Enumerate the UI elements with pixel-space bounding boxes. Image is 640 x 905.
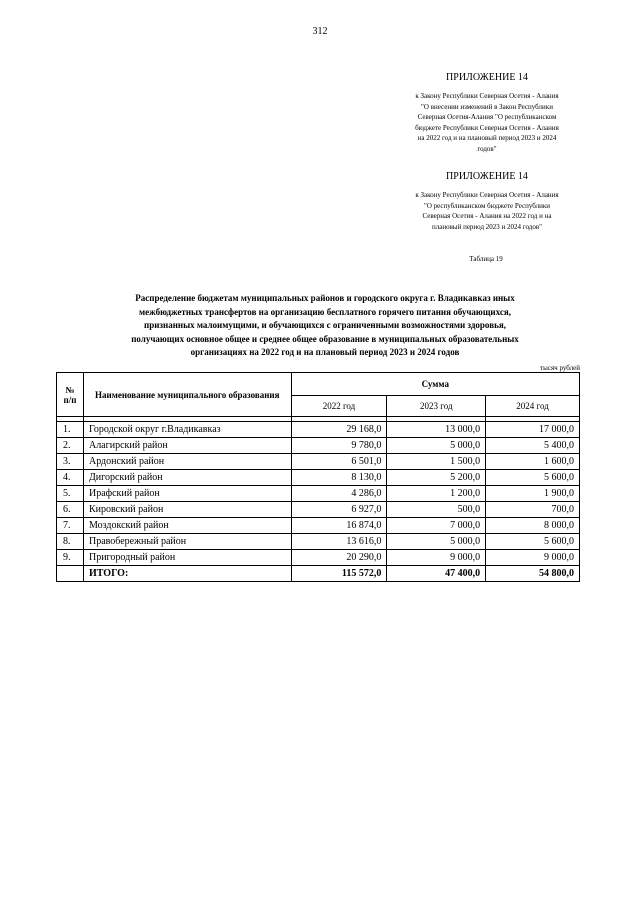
table-label: Таблица 19 — [469, 255, 503, 263]
header-sum: Сумма — [291, 373, 579, 396]
row-number: 1. — [57, 422, 84, 438]
annex-line: годов" — [477, 144, 497, 153]
row-name: Кировский район — [83, 502, 291, 518]
annex-title: ПРИЛОЖЕНИЕ 14 — [446, 171, 528, 182]
total-value-2024: 54 800,0 — [486, 566, 580, 582]
row-value-2023: 5 000,0 — [387, 438, 486, 454]
total-row — [57, 566, 580, 582]
total-value-2023: 47 400,0 — [387, 566, 486, 582]
table-row — [57, 422, 580, 438]
row-value-2022: 6 501,0 — [291, 454, 387, 470]
row-name: Правобережный район — [83, 534, 291, 550]
row-number: 9. — [57, 550, 84, 566]
annex-line: "О республиканском бюджете Республики — [423, 201, 551, 210]
row-value-2024: 5 400,0 — [486, 438, 580, 454]
header-year-2023: 2023 год — [387, 396, 486, 417]
row-value-2022: 8 130,0 — [291, 470, 387, 486]
heading-line: признанных малоимущими, и обучающихся с ограниченными возможностями здоровья, — [144, 320, 506, 330]
row-name: Ирафский район — [83, 486, 291, 502]
header-name: Наименование муниципального образования — [83, 373, 291, 417]
row-name: Ардонский район — [83, 454, 291, 470]
annex-text — [388, 91, 586, 154]
annex-block-amendment — [388, 72, 586, 154]
row-value-2024: 9 000,0 — [486, 550, 580, 566]
annex-line: бюджете Республики Северная Осетия - Алания — [415, 123, 559, 132]
annex-line: на 2022 год и на плановый период 2023 и 2024 — [417, 134, 557, 142]
row-value-2024: 8 000,0 — [486, 518, 580, 534]
table-row — [57, 454, 580, 470]
row-name: Городской округ г.Владикавказ — [83, 422, 291, 438]
row-value-2022: 9 780,0 — [291, 438, 387, 454]
document-heading — [70, 292, 580, 360]
row-number: 6. — [57, 502, 84, 518]
distribution-table — [56, 372, 580, 582]
annex-line: плановый период 2023 и 2024 годов" — [431, 222, 543, 231]
row-value-2024: 5 600,0 — [486, 534, 580, 550]
row-name: Алагирский район — [83, 438, 291, 454]
row-name: Моздокский район — [83, 518, 291, 534]
row-value-2023: 5 200,0 — [387, 470, 486, 486]
annex-line: Северная Осетия - Алания на 2022 год и на — [422, 212, 552, 220]
heading-line: организациях на 2022 год и на плановый период 2023 и 2024 годов — [190, 347, 460, 357]
row-name: Пригородный район — [83, 550, 291, 566]
row-value-2022: 13 616,0 — [291, 534, 387, 550]
annex-block-budget — [388, 171, 586, 232]
annex-line: к Закону Республики Северная Осетия - Алания — [415, 191, 559, 199]
heading-line: получающих основное общее и среднее общее образование в муниципальных образовательных — [131, 333, 519, 344]
row-value-2024: 1 600,0 — [486, 454, 580, 470]
row-value-2022: 29 168,0 — [291, 422, 387, 438]
row-value-2024: 700,0 — [486, 502, 580, 518]
header-number: № п/п — [57, 373, 84, 417]
heading-line: Распределение бюджетам муниципальных районов и городского округа г. Владикавказ иных — [135, 293, 515, 303]
annex-line: "О внесении изменений в Закон Республики — [421, 102, 553, 111]
row-value-2024: 17 000,0 — [486, 422, 580, 438]
annex-line: Северная Осетия-Алания "О республиканском — [417, 113, 557, 121]
row-number: 7. — [57, 518, 84, 534]
table-row — [57, 550, 580, 566]
row-value-2023: 1 200,0 — [387, 486, 486, 502]
row-value-2022: 20 290,0 — [291, 550, 387, 566]
row-number: 5. — [57, 486, 84, 502]
row-value-2023: 1 500,0 — [387, 454, 486, 470]
row-number: 4. — [57, 470, 84, 486]
total-label: ИТОГО: — [83, 566, 291, 582]
table-row — [57, 518, 580, 534]
table-row — [57, 534, 580, 550]
row-value-2023: 5 000,0 — [387, 534, 486, 550]
table-row — [57, 438, 580, 454]
row-value-2023: 9 000,0 — [387, 550, 486, 566]
page-number: 312 — [312, 26, 328, 37]
row-number: 2. — [57, 438, 84, 454]
row-value-2022: 4 286,0 — [291, 486, 387, 502]
row-value-2022: 6 927,0 — [291, 502, 387, 518]
table-row — [57, 470, 580, 486]
header-year-2024: 2024 год — [486, 396, 580, 417]
row-value-2022: 16 874,0 — [291, 518, 387, 534]
heading-line: межбюджетных трансфертов на организацию бесплатного горячего питания обучающихся, — [139, 306, 511, 317]
row-number: 3. — [57, 454, 84, 470]
row-value-2023: 500,0 — [387, 502, 486, 518]
header-year-2022: 2022 год — [291, 396, 387, 417]
row-value-2024: 1 900,0 — [486, 486, 580, 502]
row-value-2023: 13 000,0 — [387, 422, 486, 438]
annex-title: ПРИЛОЖЕНИЕ 14 — [446, 72, 528, 83]
table-row — [57, 486, 580, 502]
row-number: 8. — [57, 534, 84, 550]
total-value-2022: 115 572,0 — [291, 566, 387, 582]
row-value-2024: 5 600,0 — [486, 470, 580, 486]
row-name: Дигорский район — [83, 470, 291, 486]
table-row — [57, 502, 580, 518]
row-value-2023: 7 000,0 — [387, 518, 486, 534]
annex-text — [388, 190, 586, 232]
total-blank — [57, 566, 84, 582]
annex-line: к Закону Республики Северная Осетия - Алания — [415, 92, 559, 100]
units-label: тысяч рублей — [540, 364, 580, 372]
